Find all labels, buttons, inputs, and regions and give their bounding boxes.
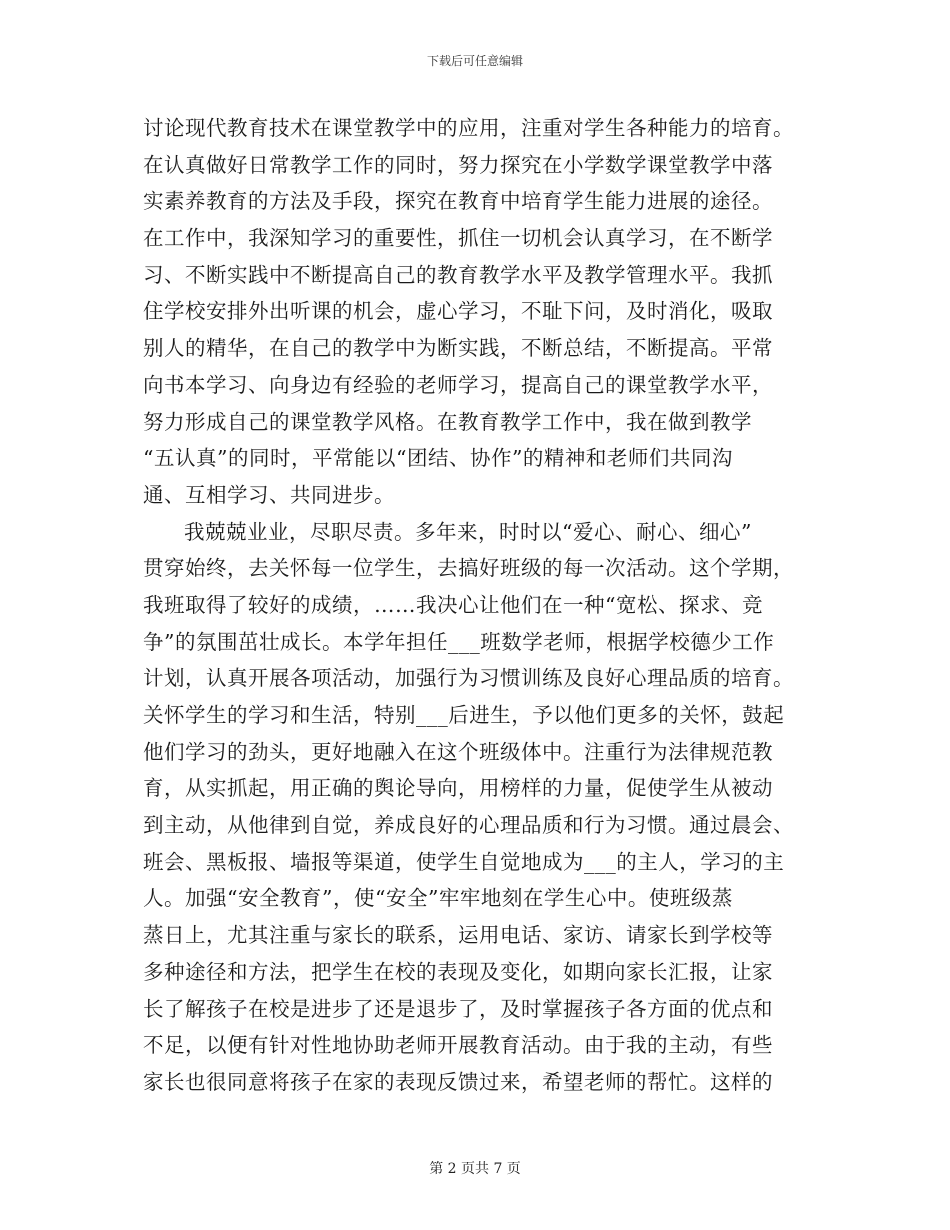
text-line: 贯穿始终，去关怀每一位学生，去搞好班级的每一次活动。这个学期， bbox=[143, 556, 794, 581]
text-line: 关怀学生的学习和生活，特别___后进生，予以他们更多的关怀，鼓起 bbox=[143, 703, 785, 727]
text-line: 育，从实抓起，用正确的舆论导向，用榜样的力量，促使学生从被动 bbox=[143, 776, 773, 801]
document-body bbox=[143, 110, 813, 1101]
text-line: 向书本学习、向身边有经验的老师学习，提高自己的课堂教学水平， bbox=[143, 372, 773, 397]
text-line: “五认真”的同时，平常能以“团结、协作”的精神和老师们共同沟 bbox=[143, 446, 733, 471]
text-line: 争”的氛围茁壮成长。本学年担任___班数学老师，根据学校德少工作 bbox=[143, 629, 775, 654]
text-line: 我班取得了较好的成绩，……我决心让他们在一种“宽松、探求、竞 bbox=[143, 592, 763, 617]
text-line: 在工作中，我深知学习的重要性，抓住一切机会认真学习，在不断学 bbox=[143, 226, 773, 251]
text-line: 多种途径和方法，把学生在校的表现及变化，如期向家长汇报，让家 bbox=[143, 959, 773, 984]
text-line: 长了解孩子在校是进步了还是退步了，及时掌握孩子各方面的优点和 bbox=[143, 996, 773, 1021]
text-line: 在认真做好日常教学工作的同时，努力探究在小学数学课堂教学中落 bbox=[143, 152, 773, 177]
text-line: 努力形成自己的课堂教学风格。在教育教学工作中，我在做到教学 bbox=[143, 409, 752, 434]
text-line: 不足，以便有针对性地协助老师开展教育活动。由于我的主动，有些 bbox=[143, 1033, 773, 1058]
paragraph-start-line: 我兢兢业业，尽职尽责。多年来，时时以“爱心、耐心、细心” bbox=[184, 519, 752, 544]
text-line: 班会、黑板报、墙报等渠道，使学生自觉地成为___的主人，学习的主 bbox=[143, 849, 785, 874]
page-number: 第 2 页共 7 页 bbox=[429, 1161, 521, 1177]
text-line: 通、互相学习、共同进步。 bbox=[143, 482, 395, 507]
text-line: 家长也很同意将孩子在家的表现反馈过来，希望老师的帮忙。这样的 bbox=[143, 1069, 773, 1094]
page-header-note: 下载后可任意编辑 bbox=[426, 54, 523, 68]
text-line: 实素养教育的方法及手段，探究在教育中培育学生能力进展的途径。 bbox=[143, 189, 773, 214]
text-line: 住学校安排外出听课的机会，虚心学习，不耻下问，及时消化，吸取 bbox=[143, 299, 773, 324]
text-line: 到主动，从他律到自觉，养成良好的心理品质和行为习惯。通过晨会、 bbox=[143, 813, 794, 838]
text-line: 讨论现代教育技术在课堂教学中的应用，注重对学生各种能力的培育。 bbox=[143, 116, 794, 140]
text-line: 别人的精华，在自己的教学中为断实践，不断总结，不断提高。平常 bbox=[143, 336, 773, 361]
text-line: 计划，认真开展各项活动，加强行为习惯训练及良好心理品质的培育。 bbox=[143, 666, 794, 691]
text-line: 习、不断实践中不断提高自己的教育教学水平及教学管理水平。我抓 bbox=[143, 262, 773, 287]
text-line: 他们学习的劲头，更好地融入在这个班级体中。注重行为法律规范教 bbox=[143, 739, 773, 764]
text-line: 人。加强“安全教育”，使“安全”牢牢地刻在学生心中。使班级蒸 bbox=[143, 886, 733, 911]
text-line: 蒸日上，尤其注重与家长的联系，运用电话、家访、请家长到学校等 bbox=[143, 923, 773, 948]
